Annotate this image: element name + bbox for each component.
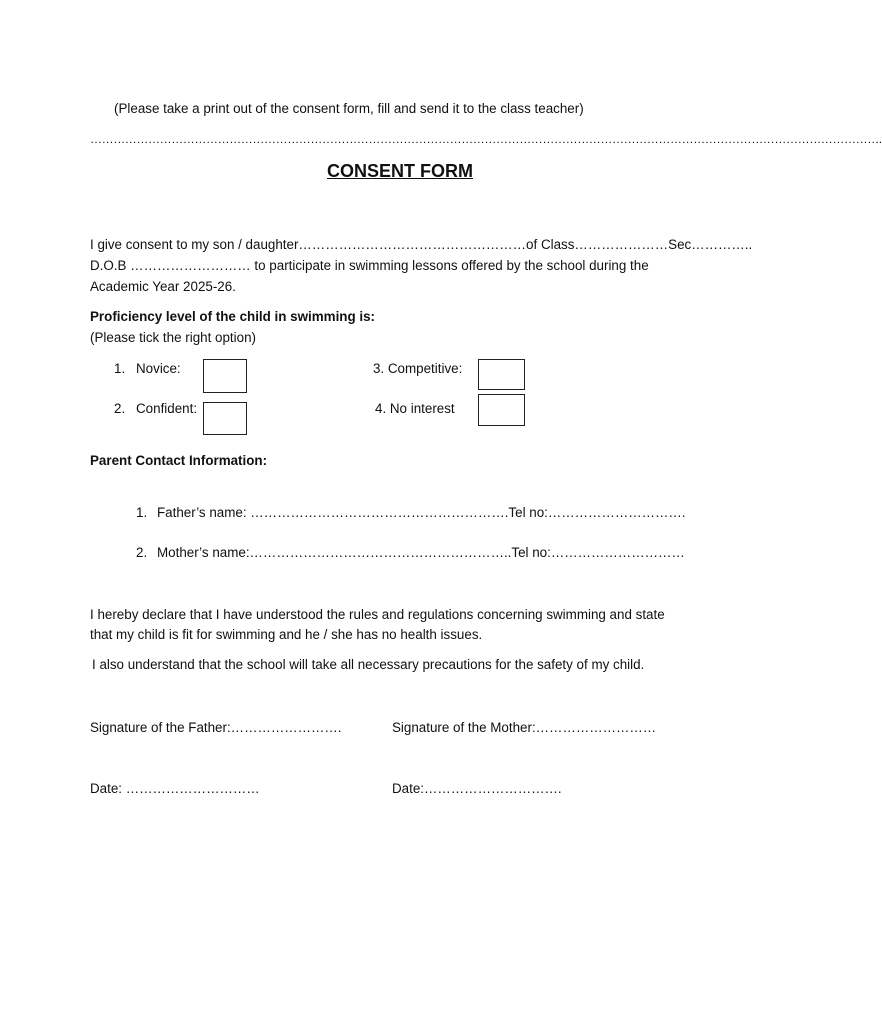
consent-statement-line-2: D.O.B ……………………… to participate in swimming lessons offered by the school during the — [90, 258, 649, 273]
novice-checkbox[interactable] — [203, 359, 247, 393]
list-number: 2. — [136, 545, 148, 560]
mother-signature: Signature of the Mother:……………………… — [392, 720, 657, 735]
proficiency-heading: Proficiency level of the child in swimming is: — [90, 309, 375, 324]
declaration-line-3: I also understand that the school will take all necessary precautions for the safety of my child. — [92, 657, 645, 672]
mother-contact-row — [136, 545, 685, 560]
option-number: 1. — [114, 361, 126, 376]
dotted-separator: ……………………………………………………………………………………………………………………………………………………………………………………. — [90, 132, 882, 146]
father-contact-row — [136, 505, 686, 520]
consent-statement-line-1: I give consent to my son / daughter……………………………………………of Class…………………Sec………….. — [90, 237, 753, 252]
declaration-line-2: that my child is fit for swimming and he / she has no health issues. — [90, 627, 483, 642]
instruction-text: (Please take a print out of the consent form, fill and send it to the class teacher) — [114, 101, 584, 116]
father-date: Date: ………………………… — [90, 781, 260, 796]
option-no-interest — [375, 401, 455, 416]
declaration-line-1: I hereby declare that I have understood the rules and regulations concerning swimming and state — [90, 607, 665, 622]
consent-statement-line-3: Academic Year 2025-26. — [90, 279, 236, 294]
option-label: 3. Competitive: — [373, 361, 463, 376]
mother-contact-text: Mother’s name:…………………………………………………..Tel no:………………………… — [157, 545, 685, 560]
option-confident — [114, 401, 198, 416]
mother-date: Date:…………………………. — [392, 781, 562, 796]
option-number: 2. — [114, 401, 126, 416]
father-contact-text: Father’s name: ………………………………………………….Tel no:…………………………. — [157, 505, 686, 520]
confident-checkbox[interactable] — [203, 402, 247, 435]
parent-contact-heading: Parent Contact Information: — [90, 453, 268, 468]
option-label: 4. No interest — [375, 401, 455, 416]
competitive-checkbox[interactable] — [478, 359, 525, 390]
option-label: Novice: — [136, 361, 181, 376]
father-signature: Signature of the Father:……………………. — [90, 720, 342, 735]
form-title: CONSENT FORM — [327, 161, 473, 181]
option-novice — [114, 361, 181, 376]
no-interest-checkbox[interactable] — [478, 394, 525, 426]
option-competitive — [373, 361, 462, 376]
option-label: Confident: — [136, 401, 198, 416]
list-number: 1. — [136, 505, 148, 520]
proficiency-note: (Please tick the right option) — [90, 330, 256, 345]
